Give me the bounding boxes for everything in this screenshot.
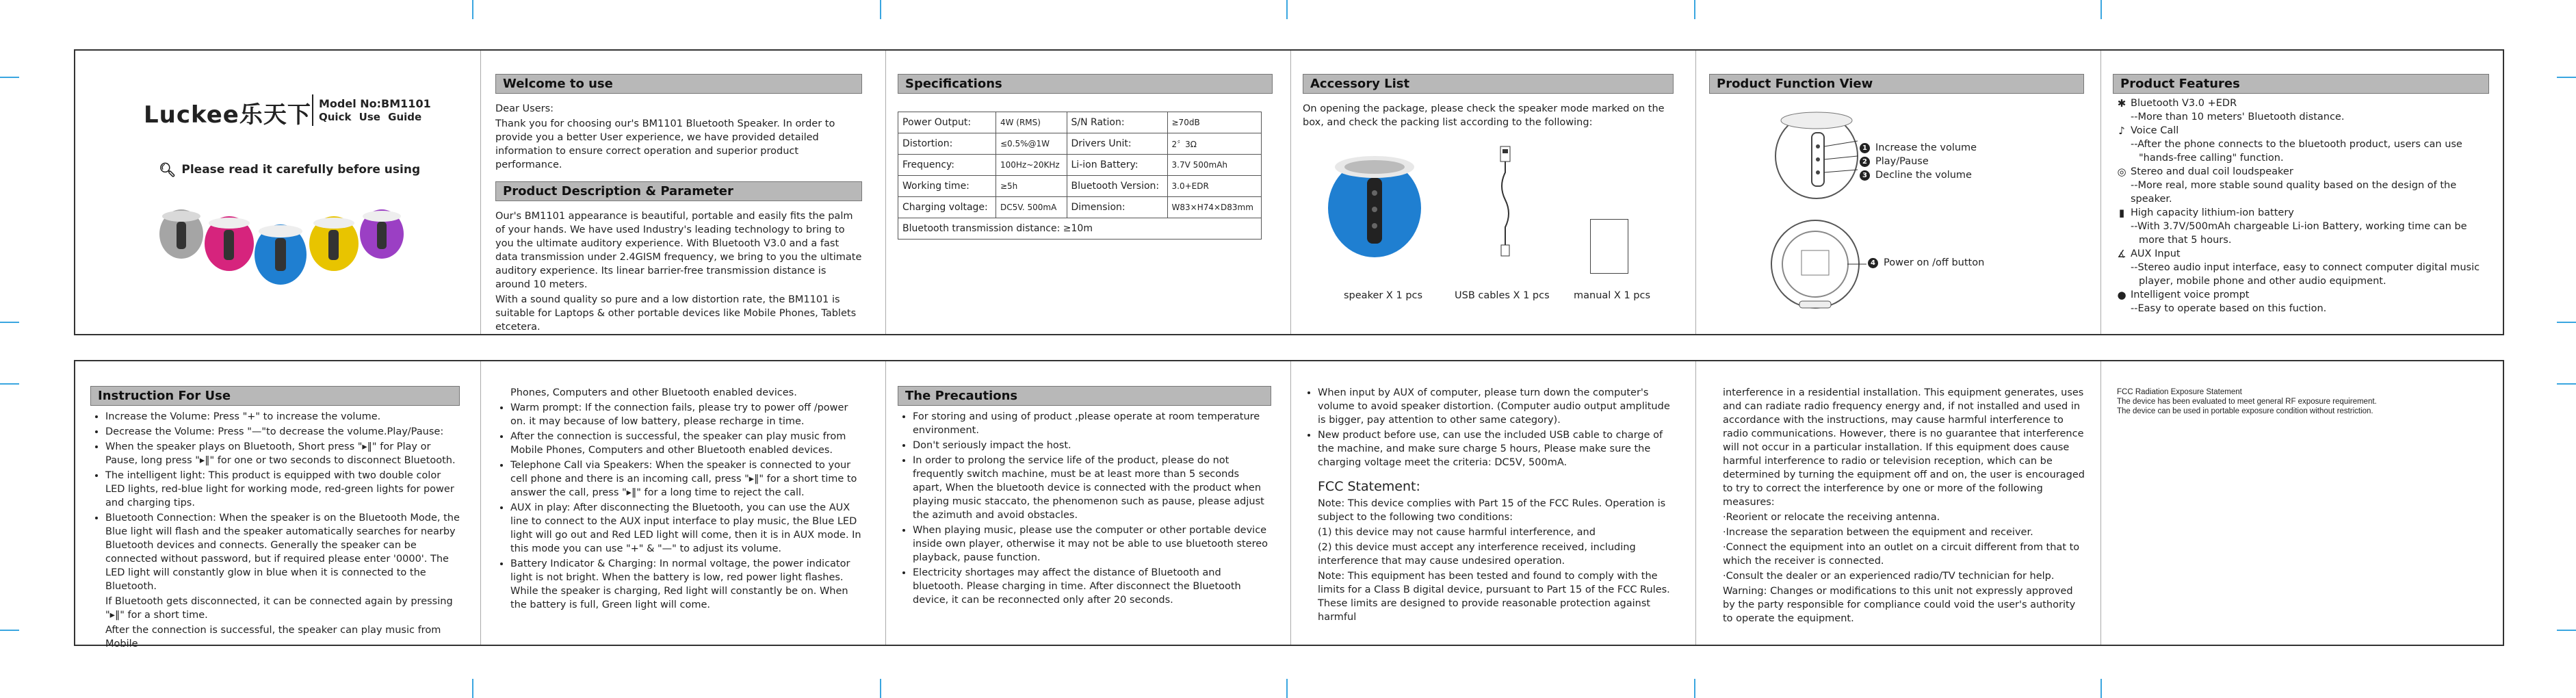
table-cell: Li-ion Battery:: [1067, 155, 1167, 176]
cover-panel: [75, 51, 480, 334]
list-item: • Increase the Volume: Press "+" to increase the volume.: [105, 410, 460, 424]
function-label-3: 3 Decline the volume: [1860, 170, 1972, 181]
accessory-body: On opening the package, please check the speaker mode marked on the box, and check the packing list according to the following:: [1303, 103, 1665, 128]
function-label-2: 2 Play/Pause: [1860, 156, 1929, 167]
feature-item: ◎ Stereo and dual coil loudspeaker --More real, more stable sound quality based on the design of the speaker.: [2113, 165, 2489, 206]
list-item: • Bluetooth Connection: When the speaker is on the Bluetooth Mode, the Blue light will flash and the speaker automatically searches for nearby Bluetooth devices and connects. Generally the speaker can be connected without password, but if required please enter '0000'. The LED light will constantly glow in blue when it is connected to the Bluetooth.: [105, 511, 460, 593]
feature-item: ▮ High capacity lithium-ion battery --With 3.7V/500mAh chargeable Li-ion Battery, working time can be more that 5 hours.: [2113, 206, 2489, 247]
list-item: • Decrease the Volume: Press "—"to decrease the volume.Play/Pause:: [105, 425, 460, 439]
specs-panel: [898, 74, 1273, 240]
table-cell: W83×H74×D83mm: [1167, 197, 1262, 218]
manual-caption: manual X 1 pcs: [1574, 290, 1651, 301]
speaker-bottom-image: [1764, 218, 1866, 313]
table-cell: S/N Ration:: [1067, 112, 1167, 133]
function-label-1: 1 Increase the volume: [1860, 142, 1977, 153]
list-item: • Warm prompt: If the connection fails, please try to power off /power on. it may because of low battery, please recharge in time.: [510, 401, 865, 428]
table-cell: 4W (RMS): [996, 112, 1067, 133]
aux-plug-icon: ∡: [2117, 248, 2126, 260]
table-cell: 100Hz~20KHz: [996, 155, 1067, 176]
table-cell: Charging voltage:: [898, 197, 996, 218]
speaker-side-image: [1772, 101, 1861, 204]
list-item: • Electricity shortages may affect the distance of Bluetooth and bluetooth. Please charging in time. After disconnect the Bluetooth device, it can be reconnected only after 20 seconds.: [913, 566, 1271, 607]
list-item: • When the speaker plays on Bluetooth, Short press "▸‖" for Play or Pause, long press "▸‖" for one or two seconds to disconnect Bluetooth.: [105, 440, 460, 467]
table-row: [898, 197, 1262, 218]
usb-caption: USB cables X 1 pcs: [1455, 290, 1550, 301]
search-icon: 🔍︎: [159, 161, 177, 178]
table-row: [898, 133, 1262, 155]
table-cell: ≥5h: [996, 176, 1067, 197]
list-item: • For storing and using of product ,please operate at room temperature environment.: [913, 410, 1271, 437]
specs-heading: Specifications: [898, 74, 1273, 94]
list-item: • When playing music, please use the computer or other portable device inside own player, otherwise it may not be able to use bluetooth stereo playback, pause function.: [913, 524, 1271, 565]
welcome-heading: Welcome to use: [495, 74, 862, 94]
table-cell: DC5V. 500mA: [996, 197, 1067, 218]
number-2-icon: 2: [1860, 157, 1870, 167]
fcc-cont-panel: interference in a residential installation. This equipment generates, uses and can radiate radio frequency energy and, if not installed and used in accordance with the instructions, may cause harmful interference to radio communications. However, there is no guarantee that interference will not occur in a particular installation. If this equipment does cause harmful interference to radio or television reception, which can be determined by turning the equipment off and on, the user is encouraged to try to correct the interference by one or more of the following measures: ·Reorient or relocate the receiving antenna. ·Increase the separation between the equipment and receiver. ·Connect the equipment into an outlet on a circuit different from that to which the receiver is connected. ·Consult the dealer or an experienced radio/TV technician for help. Warning: Changes or modifications to this unit not expressly approved by the party responsible for compliance could void the user's authority to operate the equipment.: [1723, 387, 2085, 624]
rf-title: FCC Radiation Exposure Statement: [2117, 388, 2242, 396]
specs-table: [898, 112, 1262, 240]
table-row: [898, 176, 1262, 197]
logo-divider: [312, 94, 313, 126]
list-item: • Don't seriously impact the host.: [913, 439, 1271, 452]
list-item: • New product before use, can use the included USB cable to charge of the machine, and make sure charge 5 hours, Please make sure the charging voltage meet the criteria: DC5V, 500mA.: [1318, 428, 1676, 469]
number-3-icon: 3: [1860, 170, 1870, 181]
table-cell: ≥70dB: [1167, 112, 1262, 133]
brand-logo: Luckee乐天下: [144, 101, 311, 129]
table-cell: Distortion:: [898, 133, 996, 155]
bt-distance: Bluetooth transmission distance: ≥10m: [898, 218, 1262, 240]
feature-item: ● Intelligent voice prompt --Easy to operate based on this fuction.: [2113, 288, 2489, 315]
battery-icon: ▮: [2118, 207, 2125, 219]
table-cell: 2〞3Ω: [1167, 133, 1262, 155]
instruction-cont: Phones, Computers and other Bluetooth enabled devices.: [510, 387, 797, 398]
instruction-cont-panel: [495, 386, 865, 613]
description-p2: With a sound quality so pure and a low distortion rate, the BM1101 is suitable for Laptops & other portable devices like Mobile Phones, Tablets etcetera.: [495, 294, 857, 333]
usb-cable-image: [1492, 145, 1519, 261]
rf-panel: [2117, 387, 2486, 416]
table-cell: 3.7V 500mAh: [1167, 155, 1262, 176]
precautions-heading: The Precautions: [898, 386, 1271, 406]
table-row: [898, 112, 1262, 133]
precautions-panel: [898, 386, 1271, 608]
list-item: • After the connection is successful, the speaker can play music from Mobile Phones, Computers and other Bluetooth enabled devices.: [510, 430, 865, 457]
table-cell: ≤0.5%@1W: [996, 133, 1067, 155]
welcome-panel: [495, 74, 862, 335]
accessory-heading: Accessory List: [1303, 74, 1674, 94]
number-1-icon: 1: [1860, 143, 1870, 153]
table-row: [898, 155, 1262, 176]
speaker-caption: speaker X 1 pcs: [1344, 290, 1423, 301]
function-heading: Product Function View: [1709, 74, 2084, 94]
features-panel: [2113, 74, 2489, 315]
music-note-icon: ♪: [2118, 125, 2125, 137]
table-cell: Dimension:: [1067, 197, 1167, 218]
accessory-panel: [1303, 74, 1674, 327]
microphone-icon: ●: [2117, 289, 2126, 301]
function-panel: [1709, 74, 2084, 327]
list-item: • In order to prolong the service life of the product, please do not frequently switch machine, must be at least more than 5 seconds apart, When the bluetooth device is connected with the product when playing music staccato, the phenomenon such as pause, please adjust the azimuth and avoid obstacles.: [913, 454, 1271, 522]
speaker-image: [1323, 140, 1426, 263]
table-cell: Power Output:: [898, 112, 996, 133]
rf-line-2: The device can be used in portable exposure condition without restriction.: [2117, 407, 2373, 415]
list-item: • Battery Indicator & Charging: In normal voltage, the power indicator light is not bright. When the battery is low, red power light flashes. While the speaker is charging, Red light will constantly be on. When the battery is full, Green light will come.: [510, 557, 865, 612]
read-note: 🔍︎ Please read it carefully before using: [159, 161, 421, 178]
model-number: Model No:BM1101: [319, 97, 431, 110]
bluetooth-icon: ✱: [2117, 97, 2126, 109]
table-cell: Working time:: [898, 176, 996, 197]
guide-title: Quick Use Guide: [319, 111, 422, 123]
welcome-greeting: Dear Users:: [495, 103, 554, 114]
table-cell: Frequency:: [898, 155, 996, 176]
description-p1: Our's BM1101 appearance is beautiful, portable and easily fits the palm of your hands. We have used Industry's leading technology to bring to you the ultimate auditory experience. With Bluetooth V3.0 and a fast data transmission under 2.4GISM frequency, we bring to you the ultimate auditory experience. Its linear barrier-free transmission distance is around 10 meters.: [495, 211, 862, 290]
table-cell: Bluetooth Version:: [1067, 176, 1167, 197]
number-4-icon: 4: [1868, 258, 1878, 268]
feature-item: ♪ Voice Call --After the phone connects to the bluetooth product, users can use "hands-free calling" function.: [2113, 124, 2489, 165]
description-heading: Product Description & Parameter: [495, 181, 862, 201]
fcc-panel: • When input by AUX of computer, please turn down the computer's volume to avoid speaker distortion. (Computer audio output amplitude is bigger, pay attention to other same category). • New product before use, can use the included USB cable to charge of the machine, and make sure charge 5 hours, Please make sure the charging voltage meet the criteria: DC5V, 500mA. FCC Statement: Note: This device complies with Part 15 of the FCC Rules. Operation is subject to the following two conditions: (1) this device may not cause harmful interference, and (2) this device must accept any interference received, including interference that may cause undesired operation. Note: This equipment has been tested and found to comply with the limits for a Class B digital device, pursuant to Part 15 of the FCC Rules. These limits are designed to provide reasonable protection against harmful: [1303, 386, 1676, 625]
table-cell: Drivers Unit:: [1067, 133, 1167, 155]
features-heading: Product Features: [2113, 74, 2489, 94]
speaker-lineup-image: [151, 194, 424, 290]
list-item: • Telephone Call via Speakers: When the speaker is connected to your cell phone and there is an incoming call, press "▸‖" for a short time to answer the call, press "▸‖" for a long time to reject the call.: [510, 458, 865, 500]
welcome-body: Thank you for choosing our's BM1101 Bluetooth Speaker. In order to provide you a better User experience, we have provided detailed information to ensure correct operation and superior product performance.: [495, 118, 835, 170]
instruction-panel: [90, 386, 460, 652]
speaker-icon: ◎: [2117, 166, 2126, 178]
feature-item: ✱ Bluetooth V3.0 +EDR --More than 10 meters' Bluetooth distance.: [2113, 96, 2489, 124]
feature-item: ∡ AUX Input --Stereo audio input interface, easy to connect computer digital music player, mobile phone and other audio equipment.: [2113, 247, 2489, 288]
table-cell: 3.0+EDR: [1167, 176, 1262, 197]
instruction-p2: After the connection is successful, the speaker can play music from Mobile: [105, 625, 441, 649]
list-item: • When input by AUX of computer, please turn down the computer's volume to avoid speaker distortion. (Computer audio output amplitude is bigger, pay attention to other same category).: [1318, 386, 1676, 427]
fcc-heading: FCC Statement:: [1318, 479, 1420, 494]
rf-line-1: The device has been evaluated to meet general RF exposure requirement.: [2117, 398, 2377, 406]
list-item: • The intelligent light: This product is equipped with two double color LED lights, red-blue light for working mode, red-green lights for power and charging tips.: [105, 469, 460, 510]
instruction-p1: If Bluetooth gets disconnected, it can be connected again by pressing "▸‖" for a short time.: [105, 596, 453, 621]
instruction-heading: Instruction For Use: [90, 386, 460, 406]
manual-image: [1590, 219, 1628, 274]
list-item: • AUX in play: After disconnecting the Bluetooth, you can use the AUX line to connect to the AUX input interface to play music, the Blue LED light will go out and Red LED light will come, then it is in AUX mode. In this mode you can use "+" & "—" to adjust its volume.: [510, 501, 865, 556]
function-label-4: 4 Power on /off button: [1868, 257, 1984, 268]
